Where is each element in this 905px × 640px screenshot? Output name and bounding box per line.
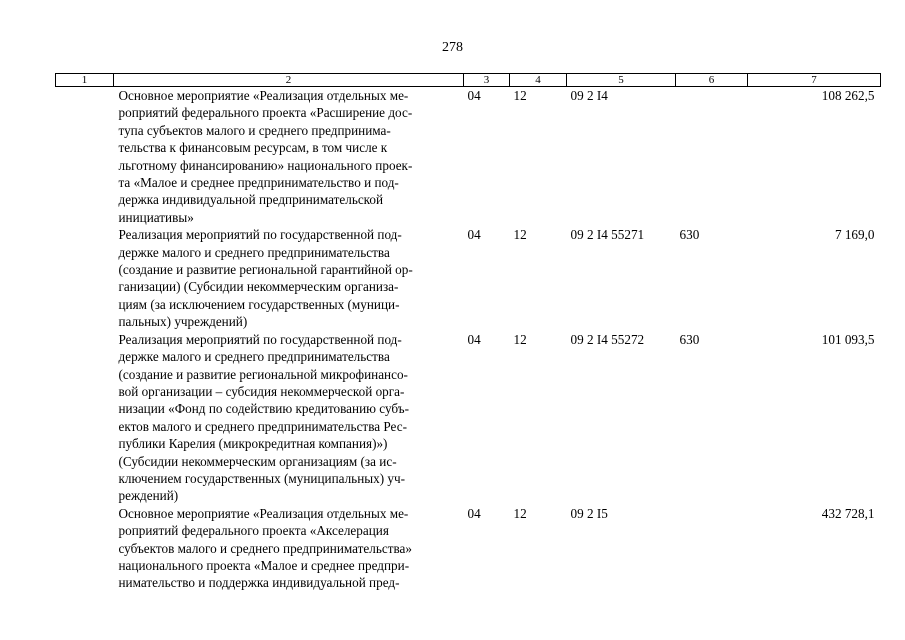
section-code-cell: 04 [467,227,481,243]
row-number-cell [56,505,114,592]
target-article-cell: 09 2 I4 [570,88,608,103]
item-name-line: держке малого и среднего предпринимательства [118,244,390,260]
item-name-line: инициативы» [118,209,194,225]
item-name-line: ектов малого и среднего предпринимательства Рес- [118,418,407,434]
item-name-line: ключением государственных (муниципальных) уч- [118,470,406,486]
section-code-cell: 04 [467,505,481,521]
item-name-line: Реализация мероприятий по государственной под- [118,227,402,243]
column-header-5: 5 [567,74,676,87]
item-name-line: пальных) учреждений) [118,314,248,330]
row-number-cell [56,87,114,227]
subsection-code-cell: 12 [513,227,527,243]
item-name-line: Реализация мероприятий по государственной под- [118,331,402,347]
row-number-cell [56,226,114,330]
amount-cell: 432 728,1 [821,505,875,521]
item-name-line: публики Карелия (микрокредитная компания)») [118,436,388,452]
item-name-line: циям (за исключением государственных (муници- [118,296,400,312]
section-code-cell: 04 [467,88,481,103]
table-row [56,505,881,592]
item-name-line: субъектов малого и среднего предпринимательства» [118,540,412,556]
item-name-line: (создание и развитие региональной гарантийной ор- [118,262,413,278]
item-name-line: низации «Фонд по содействию кредитованию субъ- [118,401,409,417]
item-name-line: вой организации – субсидия некоммерческой орга- [118,383,405,399]
subsection-code-cell: 12 [513,331,527,347]
column-header-3: 3 [464,74,510,87]
item-name-cell [114,331,464,505]
item-name-line: та «Малое и среднее предпринимательство и под- [118,175,399,191]
expense-type-cell: 630 [679,227,700,243]
item-name-line: тупа субъектов малого и среднего предпринима- [118,122,391,138]
column-header-2: 2 [114,74,464,87]
item-name-cell [114,505,464,592]
column-header-6: 6 [676,74,748,87]
column-header-1: 1 [56,74,114,87]
item-name-line: (Субсидии некоммерческим организациям (за ис- [118,453,397,469]
subsection-code-cell: 12 [513,505,527,521]
expense-type-cell [676,505,748,592]
column-header-7: 7 [748,74,881,87]
subsection-code-cell: 12 [513,88,527,103]
item-name-line: держка индивидуальной предпринимательской [118,192,384,208]
item-name-line: Основное мероприятие «Реализация отдельных ме- [118,88,409,103]
table-row [56,87,881,227]
item-name-line: национального проекта «Малое и среднее предпри- [118,557,410,573]
item-name-line: ганизации) (Субсидии некоммерческим организа- [118,279,399,295]
column-header-4: 4 [510,74,567,87]
item-name-line: (создание и развитие региональной микрофинансо- [118,366,408,382]
item-name-line: льготному финансированию» национального проек- [118,157,413,173]
amount-cell: 108 262,5 [821,88,875,103]
expense-type-cell: 630 [679,331,700,347]
target-article-cell: 09 2 I4 55271 [570,227,645,243]
item-name-line: роприятий федерального проекта «Расширение дос- [118,105,413,121]
page-number: 278 [442,40,463,55]
target-article-cell: 09 2 I5 [570,505,608,521]
amount-cell: 101 093,5 [821,331,875,347]
item-name-line: роприятий федерального проекта «Акселерация [118,523,389,539]
target-article-cell: 09 2 I4 55272 [570,331,645,347]
item-name-line: держке малого и среднего предпринимательства [118,349,390,365]
expense-type-cell [676,87,748,227]
table-row [56,331,881,505]
item-name-line: тельства к финансовым ресурсам, в том числе к [118,140,388,156]
item-name-cell [114,87,464,227]
section-code-cell: 04 [467,331,481,347]
item-name-line: реждений) [118,488,179,504]
item-name-line: Основное мероприятие «Реализация отдельных ме- [118,505,409,521]
item-name-cell [114,226,464,330]
row-number-cell [56,331,114,505]
budget-table [55,73,881,592]
item-name-line: нимательство и поддержка индивидуальной пред- [118,575,400,591]
column-number-header [56,74,881,87]
amount-cell: 7 169,0 [834,227,875,243]
table-row [56,226,881,330]
